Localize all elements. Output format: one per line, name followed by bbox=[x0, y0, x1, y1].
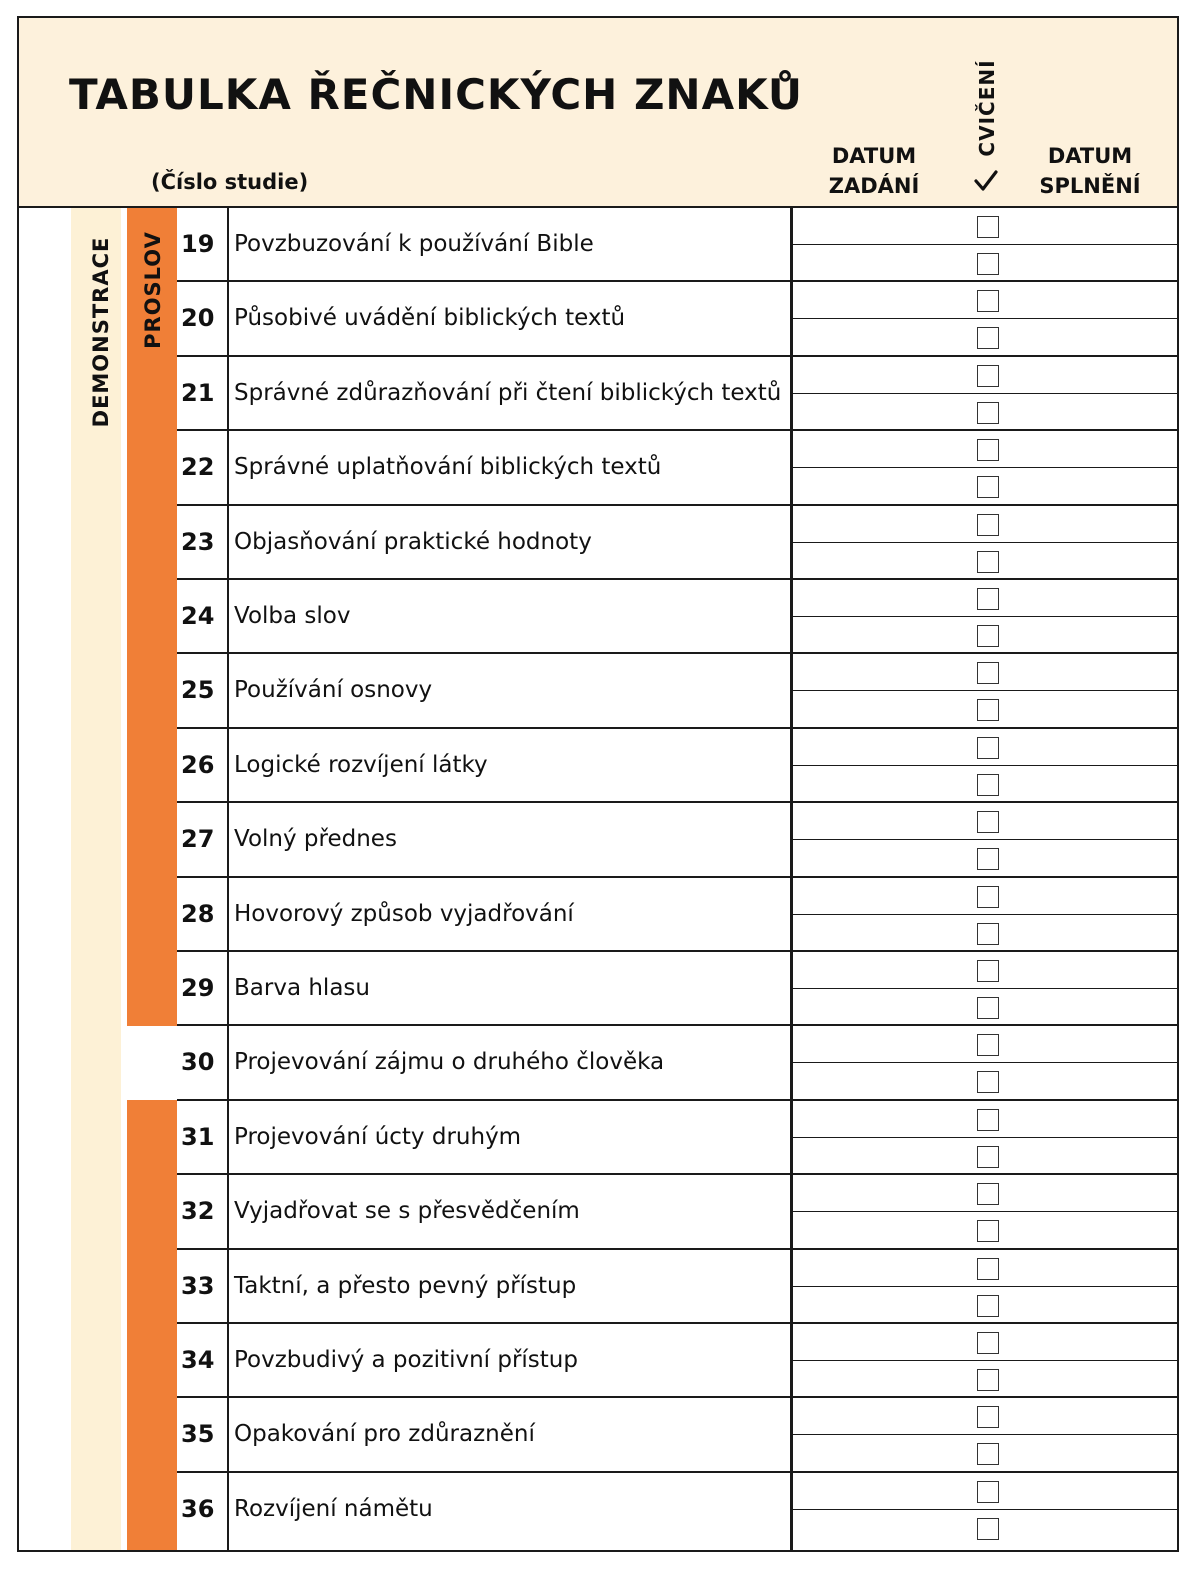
row-midline bbox=[792, 1062, 1177, 1063]
table-row bbox=[177, 654, 1177, 728]
study-number: 20 bbox=[181, 304, 215, 333]
date-assigned-header bbox=[807, 141, 941, 201]
exercise-checkbox[interactable] bbox=[977, 476, 999, 498]
date-assigned-header-line1: DATUM bbox=[831, 144, 917, 168]
study-title: Objasňování praktické hodnoty bbox=[234, 528, 592, 555]
study-number: 25 bbox=[181, 676, 215, 705]
row-midline bbox=[792, 1509, 1177, 1510]
study-title: Rozvíjení námětu bbox=[234, 1495, 433, 1522]
study-number: 24 bbox=[181, 602, 215, 630]
exercise-checkbox[interactable] bbox=[977, 551, 999, 573]
table-row bbox=[177, 1398, 1177, 1472]
exercise-checkbox[interactable] bbox=[977, 886, 999, 908]
row-midline bbox=[792, 467, 1177, 468]
study-title: Povzbudivý a pozitivní přístup bbox=[234, 1347, 578, 1373]
exercise-checkbox[interactable] bbox=[977, 1332, 999, 1354]
study-number: 26 bbox=[181, 750, 215, 779]
exercise-checkbox[interactable] bbox=[977, 1406, 999, 1428]
checkmark-icon bbox=[973, 168, 999, 194]
exercise-checkbox[interactable] bbox=[977, 402, 999, 424]
exercise-checkbox[interactable] bbox=[977, 1481, 999, 1503]
study-title: Projevování zájmu o druhého člověka bbox=[234, 1049, 665, 1076]
exercise-checkbox[interactable] bbox=[977, 588, 999, 610]
talk-band-lower bbox=[127, 1100, 177, 1552]
table-row bbox=[177, 952, 1177, 1026]
table-row bbox=[177, 803, 1177, 877]
table-row bbox=[177, 580, 1177, 654]
exercise-checkbox[interactable] bbox=[977, 1109, 999, 1131]
table-row bbox=[177, 1101, 1177, 1175]
exercise-checkbox[interactable] bbox=[977, 327, 999, 349]
study-number: 35 bbox=[181, 1420, 215, 1449]
exercise-checkbox[interactable] bbox=[977, 514, 999, 536]
study-title: Povzbuzování k používání Bible bbox=[234, 231, 594, 257]
study-title: Projevování úcty druhým bbox=[234, 1123, 522, 1150]
row-midline bbox=[792, 1360, 1177, 1361]
table-row bbox=[177, 729, 1177, 803]
table-row bbox=[177, 1473, 1177, 1547]
exercise-checkbox[interactable] bbox=[977, 1146, 999, 1168]
study-title: Volný přednes bbox=[234, 826, 397, 853]
exercise-checkbox[interactable] bbox=[977, 1258, 999, 1280]
table-row bbox=[177, 1324, 1177, 1398]
chart-header bbox=[19, 18, 1177, 208]
study-number: 21 bbox=[181, 378, 215, 407]
table-row bbox=[177, 1026, 1177, 1100]
row-midline bbox=[792, 1286, 1177, 1287]
date-completed-header bbox=[1014, 141, 1166, 201]
study-title: Barva hlasu bbox=[234, 975, 370, 1001]
study-number: 29 bbox=[181, 974, 215, 1002]
row-midline bbox=[792, 988, 1177, 989]
row-midline bbox=[792, 690, 1177, 691]
exercise-checkbox[interactable] bbox=[977, 960, 999, 982]
speech-counsel-chart bbox=[17, 16, 1179, 1552]
row-midline bbox=[792, 914, 1177, 915]
exercise-checkbox[interactable] bbox=[977, 1220, 999, 1242]
exercise-checkbox[interactable] bbox=[977, 365, 999, 387]
row-midline bbox=[792, 1434, 1177, 1435]
study-number: 22 bbox=[181, 453, 215, 482]
row-midline bbox=[792, 318, 1177, 319]
exercise-checkbox[interactable] bbox=[977, 1071, 999, 1093]
date-completed-header-line2: SPLNĚNÍ bbox=[1039, 174, 1141, 198]
row-midline bbox=[792, 393, 1177, 394]
study-number: 34 bbox=[181, 1346, 215, 1374]
exercise-header bbox=[959, 58, 1015, 200]
exercise-checkbox[interactable] bbox=[977, 699, 999, 721]
study-title: Taktní, a přesto pevný přístup bbox=[234, 1272, 577, 1299]
exercise-checkbox[interactable] bbox=[977, 290, 999, 312]
chart-title: TABULKA ŘEČNICKÝCH ZNAKŮ bbox=[69, 70, 803, 119]
study-number: 27 bbox=[181, 825, 215, 854]
exercise-checkbox[interactable] bbox=[977, 1518, 999, 1540]
study-title: Působivé uvádění biblických textů bbox=[234, 305, 626, 332]
exercise-checkbox[interactable] bbox=[977, 1034, 999, 1056]
row-midline bbox=[792, 542, 1177, 543]
exercise-checkbox[interactable] bbox=[977, 253, 999, 275]
study-title: Správné uplatňování biblických textů bbox=[234, 454, 662, 481]
demonstration-band-label: DEMONSTRACE bbox=[89, 236, 113, 428]
table-row bbox=[177, 208, 1177, 282]
table-row bbox=[177, 282, 1177, 356]
study-title: Logické rozvíjení látky bbox=[234, 751, 488, 778]
row-midline bbox=[792, 765, 1177, 766]
exercise-checkbox[interactable] bbox=[977, 662, 999, 684]
table-row bbox=[177, 1250, 1177, 1324]
exercise-checkbox[interactable] bbox=[977, 1443, 999, 1465]
table-row bbox=[177, 506, 1177, 580]
date-completed-header-line1: DATUM bbox=[1047, 144, 1133, 168]
exercise-header-label: CVIČENÍ bbox=[975, 59, 999, 157]
study-number-caption: (Číslo studie) bbox=[151, 170, 309, 194]
table-row bbox=[177, 1175, 1177, 1249]
exercise-checkbox[interactable] bbox=[977, 774, 999, 796]
date-assigned-header-line2: ZADÁNÍ bbox=[828, 174, 920, 198]
exercise-checkbox[interactable] bbox=[977, 625, 999, 647]
study-number: 32 bbox=[181, 1197, 215, 1226]
talk-band-label: PROSLOV bbox=[141, 231, 165, 349]
exercise-checkbox[interactable] bbox=[977, 848, 999, 870]
study-number: 36 bbox=[181, 1494, 215, 1523]
exercise-checkbox[interactable] bbox=[977, 997, 999, 1019]
exercise-checkbox[interactable] bbox=[977, 1295, 999, 1317]
study-number: 33 bbox=[181, 1271, 215, 1300]
exercise-checkbox[interactable] bbox=[977, 737, 999, 759]
study-title: Vyjadřovat se s přesvědčením bbox=[234, 1198, 580, 1225]
study-title: Volba slov bbox=[234, 603, 351, 629]
exercise-checkbox[interactable] bbox=[977, 811, 999, 833]
study-title: Hovorový způsob vyjadřování bbox=[234, 900, 574, 927]
study-number: 31 bbox=[181, 1122, 215, 1151]
table-row bbox=[177, 878, 1177, 952]
study-title: Opakování pro zdůraznění bbox=[234, 1421, 535, 1448]
study-number: 23 bbox=[181, 527, 215, 556]
study-title: Používání osnovy bbox=[234, 677, 433, 704]
study-number: 28 bbox=[181, 899, 215, 928]
row-midline bbox=[792, 1211, 1177, 1212]
study-number: 30 bbox=[181, 1048, 215, 1077]
row-midline bbox=[792, 616, 1177, 617]
row-midline bbox=[792, 244, 1177, 245]
exercise-checkbox[interactable] bbox=[977, 439, 999, 461]
table-row bbox=[177, 357, 1177, 431]
row-midline bbox=[792, 839, 1177, 840]
exercise-checkbox[interactable] bbox=[977, 1183, 999, 1205]
exercise-checkbox[interactable] bbox=[977, 923, 999, 945]
exercise-checkbox[interactable] bbox=[977, 1369, 999, 1391]
exercise-checkbox[interactable] bbox=[977, 216, 999, 238]
study-title: Správné zdůrazňování při čtení biblických textů bbox=[234, 379, 782, 406]
study-number: 19 bbox=[181, 230, 215, 258]
row-midline bbox=[792, 1137, 1177, 1138]
table-row bbox=[177, 431, 1177, 505]
